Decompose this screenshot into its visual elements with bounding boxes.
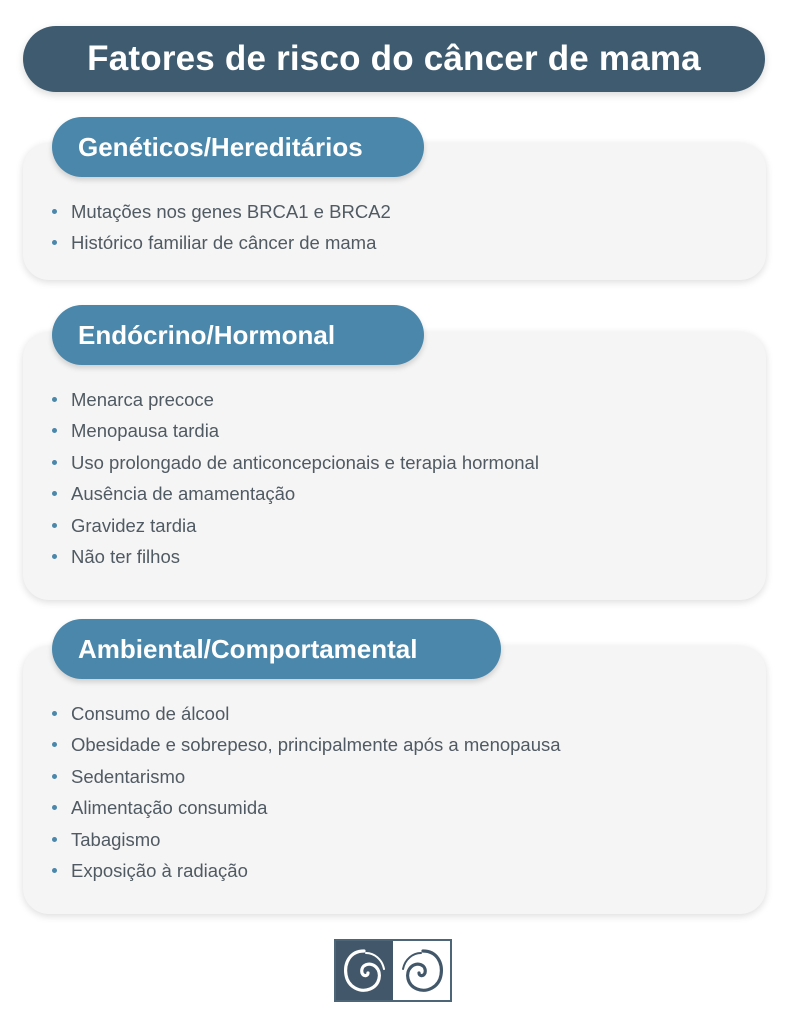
list-item	[50, 764, 561, 795]
list-item	[50, 858, 561, 889]
list-item	[50, 387, 539, 418]
page-title: Fatores de risco do câncer de mama	[23, 26, 765, 92]
bullet-dot	[52, 460, 57, 465]
list-item	[50, 230, 391, 261]
list-item-text: Histórico familiar de câncer de mama	[71, 232, 377, 254]
bullet-dot	[52, 523, 57, 528]
bullet-dot	[52, 209, 57, 214]
list-item-text: Menopausa tardia	[71, 420, 220, 442]
bullet-dot	[52, 428, 57, 433]
list-item	[50, 732, 561, 763]
list-item-text: Exposição à radiação	[71, 859, 248, 881]
section-heading-geneticos: Genéticos/Hereditários	[52, 117, 424, 177]
list-item	[50, 513, 539, 544]
list-item-text: Não ter filhos	[71, 545, 180, 567]
list-item	[50, 795, 561, 826]
bullet-dot	[52, 397, 57, 402]
bullet-dot	[52, 711, 57, 716]
bullet-dot	[52, 491, 57, 496]
list-item-text: Menarca precoce	[71, 389, 214, 410]
list-item	[50, 450, 539, 481]
list-item-text: Gravidez tardia	[71, 514, 197, 536]
bullet-dot	[52, 240, 57, 245]
list-item	[50, 544, 539, 575]
list-item	[50, 418, 539, 449]
section-heading-endocrino: Endócrino/Hormonal	[52, 305, 424, 365]
spiral-left-icon	[336, 941, 393, 1000]
bullet-dot	[52, 774, 57, 779]
list-item-text: Consumo de álcool	[71, 703, 230, 724]
bullet-list-geneticos	[50, 199, 391, 262]
list-item-text: Mutações nos genes BRCA1 e BRCA2	[71, 201, 391, 222]
list-item	[50, 701, 561, 732]
bullet-dot	[52, 742, 57, 747]
bullet-dot	[52, 805, 57, 810]
logo-right-panel	[393, 941, 450, 1000]
bullet-dot	[52, 837, 57, 842]
list-item-text: Uso prolongado de anticoncepcionais e terapia hormonal	[71, 451, 539, 473]
bullet-list-endocrino	[50, 387, 539, 575]
list-item	[50, 827, 561, 858]
bullet-dot	[52, 554, 57, 559]
list-item-text: Sedentarismo	[71, 765, 186, 787]
list-item-text: Alimentação consumida	[71, 797, 268, 819]
list-item-text: Tabagismo	[71, 828, 161, 850]
bullet-dot	[52, 868, 57, 873]
list-item-text: Obesidade e sobrepeso, principalmente após a menopausa	[71, 734, 561, 756]
logo-left-panel	[336, 941, 393, 1000]
section-heading-ambiental: Ambiental/Comportamental	[52, 619, 501, 679]
list-item-text: Ausência de amamentação	[71, 483, 296, 505]
list-item	[50, 481, 539, 512]
two-spiral-logo-icon	[334, 939, 452, 1002]
bullet-list-ambiental	[50, 701, 561, 889]
spiral-right-icon	[393, 941, 450, 1000]
list-item	[50, 199, 391, 230]
